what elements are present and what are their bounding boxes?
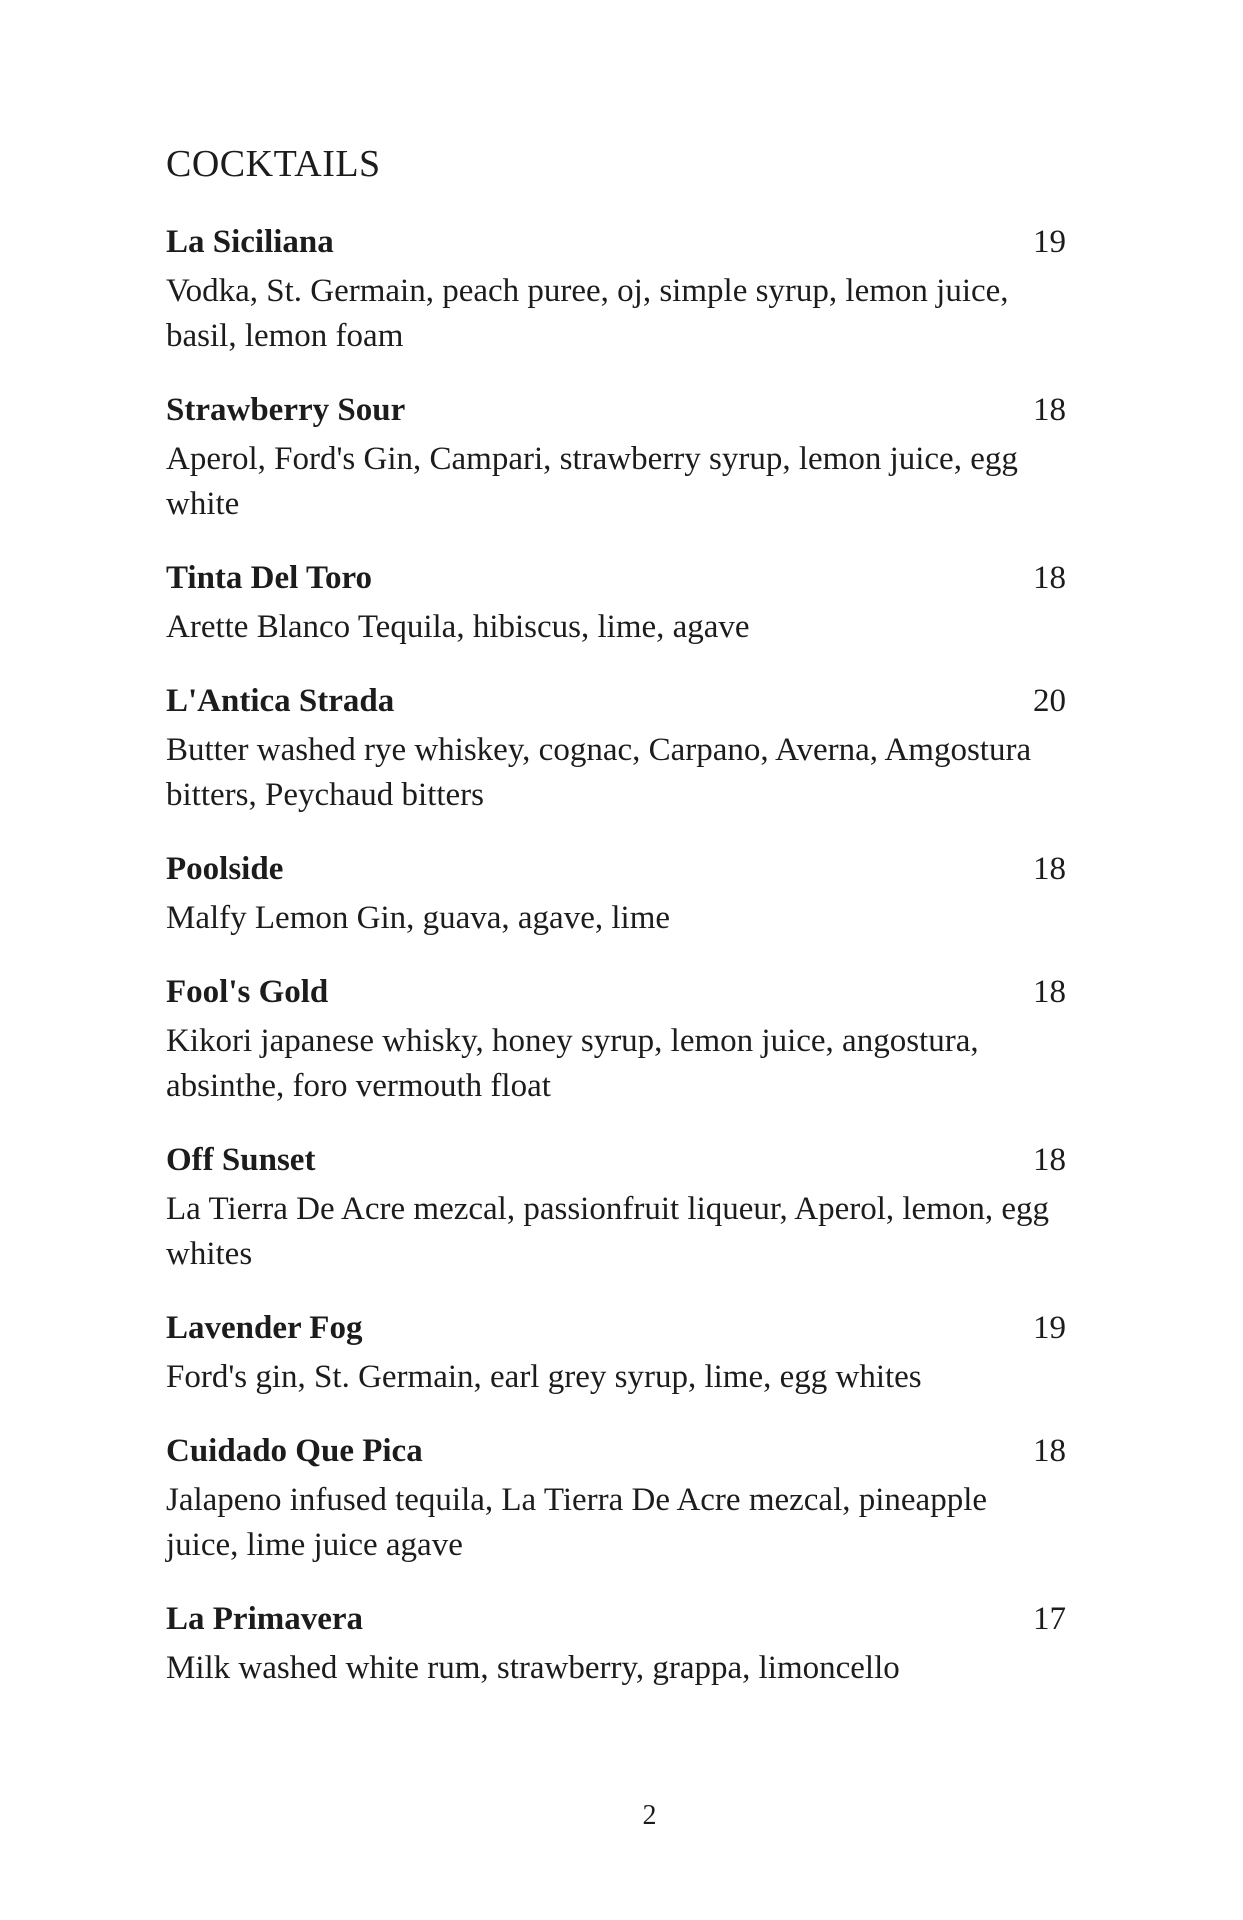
menu-item bbox=[166, 392, 1066, 527]
item-price: 20 bbox=[1033, 683, 1066, 719]
item-price: 17 bbox=[1033, 1601, 1066, 1637]
section-title: COCKTAILS bbox=[166, 143, 381, 185]
item-price: 18 bbox=[1033, 560, 1066, 596]
item-description: Jalapeno infused tequila, La Tierra De Acre mezcal, pineapple juice, lime juice agave bbox=[166, 1482, 988, 1563]
menu-item bbox=[166, 1601, 1066, 1691]
menu-item bbox=[166, 224, 1066, 359]
item-name: Poolside bbox=[166, 851, 284, 887]
item-name: Fool's Gold bbox=[166, 974, 329, 1010]
item-description: Milk washed white rum, strawberry, grappa, limoncello bbox=[166, 1650, 900, 1686]
item-name: Tinta Del Toro bbox=[166, 560, 373, 596]
item-description: Vodka, St. Germain, peach puree, oj, simple syrup, lemon juice, basil, lemon foam bbox=[166, 273, 1009, 354]
menu-item bbox=[166, 1142, 1066, 1277]
page-number: 2 bbox=[642, 1800, 657, 1831]
item-price: 19 bbox=[1033, 1310, 1066, 1346]
item-price: 18 bbox=[1033, 392, 1066, 428]
item-name: La Primavera bbox=[166, 1601, 364, 1637]
item-price: 18 bbox=[1033, 1433, 1066, 1469]
menu-item bbox=[166, 1433, 1066, 1568]
item-description: Ford's gin, St. Germain, earl grey syrup, lime, egg whites bbox=[166, 1359, 922, 1395]
item-description: Aperol, Ford's Gin, Campari, strawberry syrup, lemon juice, egg white bbox=[166, 441, 1018, 522]
item-description: Malfy Lemon Gin, guava, agave, lime bbox=[166, 900, 671, 936]
menu-item bbox=[166, 1310, 1066, 1400]
menu-item bbox=[166, 851, 1066, 941]
menu-item bbox=[166, 683, 1066, 818]
item-price: 18 bbox=[1033, 974, 1066, 1010]
item-price: 19 bbox=[1033, 224, 1066, 260]
item-name: Lavender Fog bbox=[166, 1310, 363, 1346]
item-name: Cuidado Que Pica bbox=[166, 1433, 423, 1469]
item-price: 18 bbox=[1033, 851, 1066, 887]
cocktail-list bbox=[166, 224, 1066, 1724]
item-description: La Tierra De Acre mezcal, passionfruit liqueur, Aperol, lemon, egg whites bbox=[166, 1191, 1050, 1272]
item-name: L'Antica Strada bbox=[166, 683, 395, 719]
menu-item bbox=[166, 974, 1066, 1109]
item-name: Strawberry Sour bbox=[166, 392, 406, 428]
item-name: Off Sunset bbox=[166, 1142, 316, 1178]
item-description: Kikori japanese whisky, honey syrup, lemon juice, angostura, absinthe, foro vermouth float bbox=[166, 1023, 979, 1104]
item-price: 18 bbox=[1033, 1142, 1066, 1178]
menu-item bbox=[166, 560, 1066, 650]
item-description: Butter washed rye whiskey, cognac, Carpano, Averna, Amgostura bitters, Peychaud bitters bbox=[166, 732, 1032, 813]
item-description: Arette Blanco Tequila, hibiscus, lime, agave bbox=[166, 609, 750, 645]
item-name: La Siciliana bbox=[166, 224, 334, 260]
